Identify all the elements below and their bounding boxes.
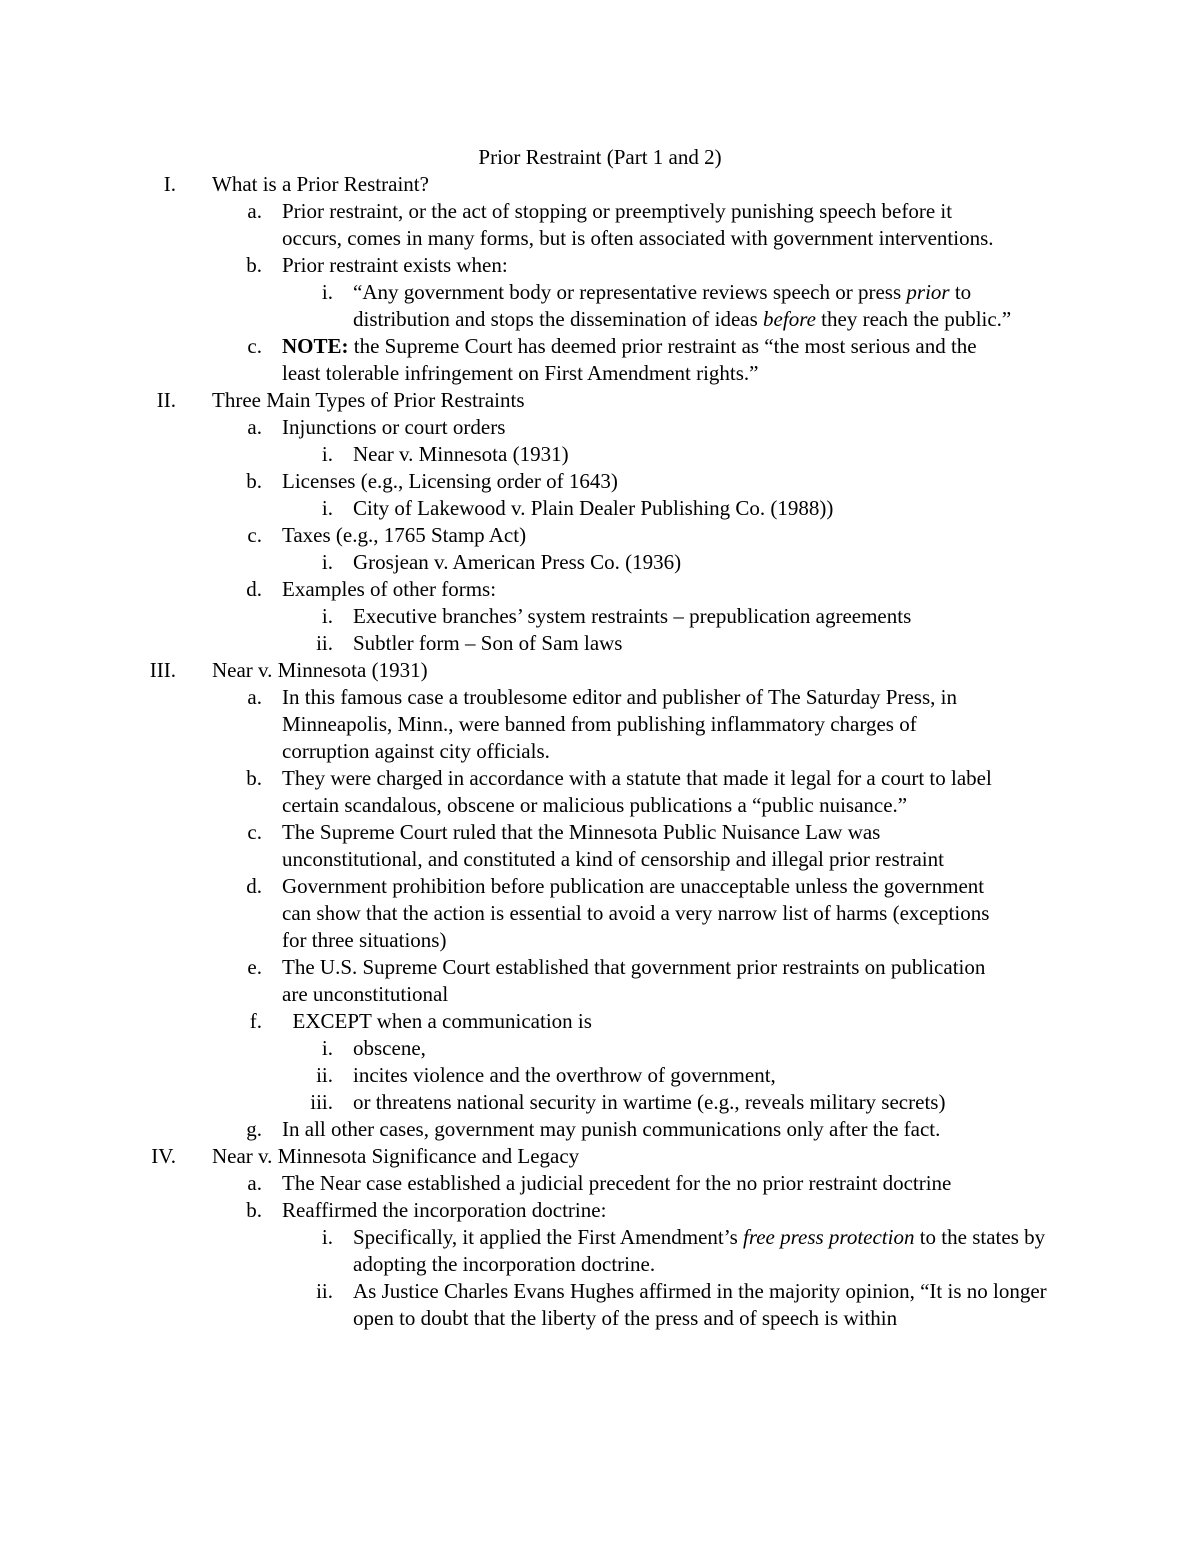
outline-item [0, 252, 1200, 279]
outline-item-text: Injunctions or court orders [282, 415, 506, 439]
list-marker: ii. [316, 1279, 333, 1303]
outline-item [0, 765, 1200, 819]
list-marker: i. [321, 604, 333, 628]
list-marker: a. [247, 685, 262, 709]
outline-item [0, 819, 1200, 873]
text-run: to the states by adopting the incorporation doctrine. [353, 1225, 1051, 1276]
list-marker: d. [246, 874, 262, 898]
list-marker: i. [321, 1036, 333, 1060]
list-marker: i. [321, 550, 333, 574]
list-marker: b. [246, 469, 262, 493]
section-heading-text: Near v. Minnesota (1931) [212, 658, 428, 682]
outline-item [0, 1008, 1200, 1035]
list-marker: iii. [310, 1090, 333, 1114]
outline-item-text: The Supreme Court ruled that the Minnesota Public Nuisance Law was unconstitutional, and constituted a kind of censorship and illegal prior restraint [282, 820, 944, 871]
outline-item-text: Examples of other forms: [282, 577, 497, 601]
section-heading-text: What is a Prior Restraint? [212, 172, 429, 196]
outline-subitem-text [353, 1224, 1065, 1278]
outline-item [0, 522, 1200, 549]
outline-subitem [0, 549, 1200, 576]
outline-subitem-text: or threatens national security in wartime (e.g., reveals military secrets) [353, 1090, 946, 1114]
outline-subitem [0, 1278, 1200, 1332]
outline-item [0, 576, 1200, 603]
bold-text: NOTE: [282, 334, 349, 358]
text-run: the Supreme Court has deemed prior restraint as “the most serious and the least tolerable infringement on First Amendment rights.” [282, 334, 982, 385]
list-marker: a. [247, 1171, 262, 1195]
section-heading [0, 171, 1200, 198]
list-marker: a. [247, 199, 262, 223]
document-title: Prior Restraint (Part 1 and 2) [478, 145, 722, 169]
emphasis-text: free press protection [743, 1225, 915, 1249]
outline-subitem [0, 1089, 1200, 1116]
outline-subitem-text: As Justice Charles Evans Hughes affirmed in the majority opinion, “It is no longer open to doubt that the liberty of the press and of speech is within [353, 1279, 1052, 1330]
list-marker: a. [247, 415, 262, 439]
outline-subitem-text: Grosjean v. American Press Co. (1936) [353, 550, 682, 574]
emphasis-text: prior [906, 280, 950, 304]
outline-subitem [0, 441, 1200, 468]
list-marker: e. [247, 955, 262, 979]
list-marker: II. [156, 388, 176, 412]
list-marker: i. [321, 496, 333, 520]
outline-item-text [282, 333, 1002, 387]
outline-subitem [0, 603, 1200, 630]
outline-item [0, 1197, 1200, 1224]
outline-item [0, 1116, 1200, 1143]
outline-item-text: Licenses (e.g., Licensing order of 1643) [282, 469, 618, 493]
section-heading-text: Near v. Minnesota Significance and Legacy [212, 1144, 580, 1168]
outline-item-text: They were charged in accordance with a statute that made it legal for a court to label certain scandalous, obscene or malicious publications a “public nuisance.” [282, 766, 998, 817]
outline-item-text: In all other cases, government may punish communications only after the fact. [282, 1117, 941, 1141]
section-heading [0, 1143, 1200, 1170]
outline-item [0, 684, 1200, 765]
list-marker: i. [321, 442, 333, 466]
outline-item-text: Taxes (e.g., 1765 Stamp Act) [282, 523, 527, 547]
outline-item [0, 333, 1200, 387]
outline-subitem-text: City of Lakewood v. Plain Dealer Publishing Co. (1988)) [353, 496, 834, 520]
outline-item [0, 414, 1200, 441]
outline-item-text: In this famous case a troublesome editor and publisher of The Saturday Press, in Minneapolis, Minn., were banned from publishing inflammatory charges of corruption against city officials. [282, 685, 963, 763]
outline-subitem-text: Executive branches’ system restraints – prepublication agreements [353, 604, 912, 628]
list-marker: IV. [151, 1144, 176, 1168]
outline-item-text: Prior restraint, or the act of stopping or preemptively punishing speech before it occurs, comes in many forms, but is often associated with government interventions. [282, 199, 994, 250]
list-marker: ii. [316, 631, 333, 655]
outline-subitem-text: incites violence and the overthrow of government, [353, 1063, 776, 1087]
outline-subitem [0, 1062, 1200, 1089]
text-run: to distribution and stops the dissemination of ideas [353, 280, 977, 331]
outline-item [0, 1170, 1200, 1197]
emphasis-text: before [763, 307, 816, 331]
outline-subitem-text: obscene, [353, 1036, 426, 1060]
section-heading [0, 387, 1200, 414]
list-marker: b. [246, 1198, 262, 1222]
text-run: they reach the public.” [815, 307, 1012, 331]
outline-item-text: The U.S. Supreme Court established that government prior restraints on publication are unconstitutional [282, 955, 991, 1006]
outline-item-text: EXCEPT when a communication is [282, 1009, 592, 1033]
list-marker: b. [246, 766, 262, 790]
outline-subitem-text: Near v. Minnesota (1931) [353, 442, 569, 466]
list-marker: c. [247, 820, 262, 844]
list-marker: d. [246, 577, 262, 601]
outline [0, 171, 1200, 1332]
outline-subitem [0, 279, 1200, 333]
section-heading-text: Three Main Types of Prior Restraints [212, 388, 525, 412]
list-marker: g. [246, 1117, 262, 1141]
outline-item [0, 954, 1200, 1008]
list-marker: I. [163, 172, 176, 196]
outline-item [0, 468, 1200, 495]
outline-subitem-text: Subtler form – Son of Sam laws [353, 631, 623, 655]
list-marker: c. [247, 523, 262, 547]
list-marker: b. [246, 253, 262, 277]
outline-item [0, 198, 1200, 252]
list-marker: f. [249, 1009, 262, 1033]
list-marker: c. [247, 334, 262, 358]
outline-subitem-text [353, 279, 1065, 333]
outline-subitem [0, 1035, 1200, 1062]
section-heading [0, 657, 1200, 684]
text-run: “Any government body or representative reviews speech or press [353, 280, 907, 304]
list-marker: ii. [316, 1063, 333, 1087]
outline-item-text: Prior restraint exists when: [282, 253, 508, 277]
outline-subitem [0, 630, 1200, 657]
outline-item-text: Reaffirmed the incorporation doctrine: [282, 1198, 607, 1222]
list-marker: i. [321, 280, 333, 304]
text-run: Specifically, it applied the First Amendment’s [353, 1225, 743, 1249]
list-marker: III. [149, 658, 176, 682]
outline-item-text: Government prohibition before publication are unacceptable unless the government can show that the action is essential to avoid a very narrow list of harms (exceptions for three situations) [282, 874, 995, 952]
outline-subitem [0, 1224, 1200, 1278]
list-marker: i. [321, 1225, 333, 1249]
outline-item [0, 873, 1200, 954]
outline-subitem [0, 495, 1200, 522]
outline-item-text: The Near case established a judicial precedent for the no prior restraint doctrine [282, 1171, 952, 1195]
